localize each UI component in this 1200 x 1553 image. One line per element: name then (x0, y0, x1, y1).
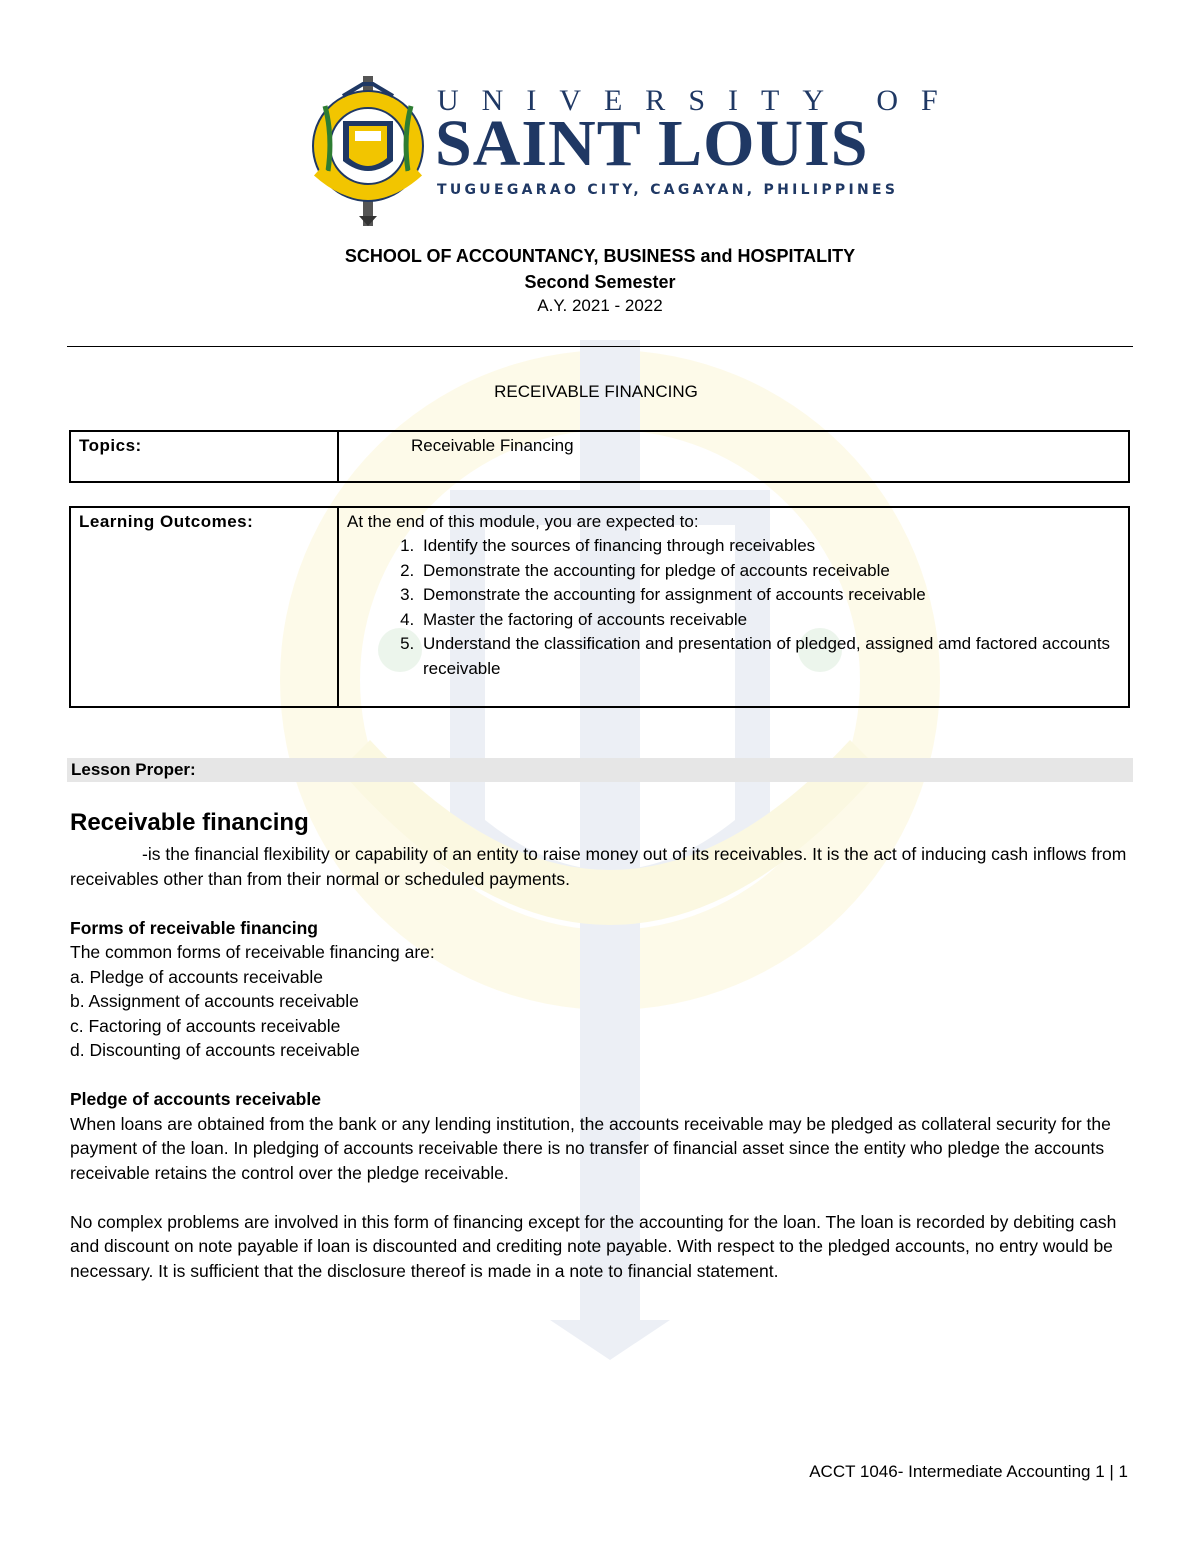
section-heading-pledge: Pledge of accounts receivable (70, 1089, 321, 1109)
section-heading-receivable-financing: Receivable financing (70, 809, 309, 836)
topics-table (69, 430, 1130, 483)
learning-outcomes-table (69, 506, 1130, 708)
learning-outcomes-label: Learning Outcomes: (70, 507, 338, 707)
forms-intro: The common forms of receivable financing are: (70, 942, 435, 962)
learning-outcomes-list (347, 534, 1120, 681)
module-title: RECEIVABLE FINANCING (494, 382, 698, 401)
school-name: SCHOOL OF ACCOUNTANCY, BUSINESS and HOSPITALITY (344, 246, 856, 266)
learning-outcomes-intro: At the end of this module, you are expected to: (347, 512, 699, 531)
learning-outcomes-cell (338, 507, 1129, 707)
semester: Second Semester (524, 272, 676, 292)
outcome-item: 5. Understand the classification and presentation of pledged, assigned amd factored accounts receivable (419, 632, 1120, 681)
university-seal-logo (303, 76, 433, 226)
outcome-item: 3. Demonstrate the accounting for assignment of accounts receivable (419, 583, 1120, 608)
pledge-paragraph-1: When loans are obtained from the bank or any lending institution, the accounts receivable may be pledged as collateral security for the payment of the loan. In pledging of accounts receivable there is no transfer of financial asset since the entity who pledge the accounts receivable retains the control over the pledge receivable. (70, 1113, 1111, 1183)
receivable-financing-definition: -is the financial flexibility or capability of an entity to raise money out of its receivables. It is the act of inducing cash inflows from receivables other than from their normal or scheduled payments. (70, 844, 1127, 889)
outcome-item: 1. Identify the sources of financing through receivables (419, 534, 1120, 559)
form-item: a. Pledge of accounts receivable (70, 966, 323, 987)
university-header (0, 70, 1200, 230)
academic-year: A.Y. 2021 - 2022 (537, 296, 663, 315)
form-item: b. Assignment of accounts receivable (70, 991, 359, 1011)
topics-value: Receivable Financing (338, 431, 1129, 482)
university-name-line2: SAINT LOUIS (435, 107, 869, 180)
form-item: c. Factoring of accounts receivable (70, 1015, 341, 1036)
outcome-item: 2. Demonstrate the accounting for pledge of accounts receivable (419, 559, 1120, 584)
lesson-proper-label: Lesson Proper: (67, 758, 1133, 782)
pledge-paragraph-2: No complex problems are involved in this form of financing except for the accounting for the loan. The loan is recorded by debiting cash and discount on note payable if loan is discounted and crediting note payable. With respect to the pledged accounts, no entry would be necessary. It is sufficient that the disclosure thereof is made in a note to financial statement. (70, 1211, 1117, 1281)
header-divider (67, 346, 1133, 347)
form-item: d. Discounting of accounts receivable (70, 1040, 360, 1060)
topics-label: Topics: (70, 431, 338, 482)
page-footer: ACCT 1046- Intermediate Accounting 1 | 1 (809, 1462, 1128, 1481)
lesson-content (70, 806, 1130, 1283)
university-name-line1: UNIVERSITY OF (437, 84, 961, 117)
section-heading-forms: Forms of receivable financing (70, 917, 318, 938)
forms-list (70, 965, 1130, 1063)
outcome-item: 4. Master the factoring of accounts receivable (419, 608, 1120, 633)
university-location: TUGUEGARAO CITY, CAGAYAN, PHILIPPINES (437, 182, 899, 198)
